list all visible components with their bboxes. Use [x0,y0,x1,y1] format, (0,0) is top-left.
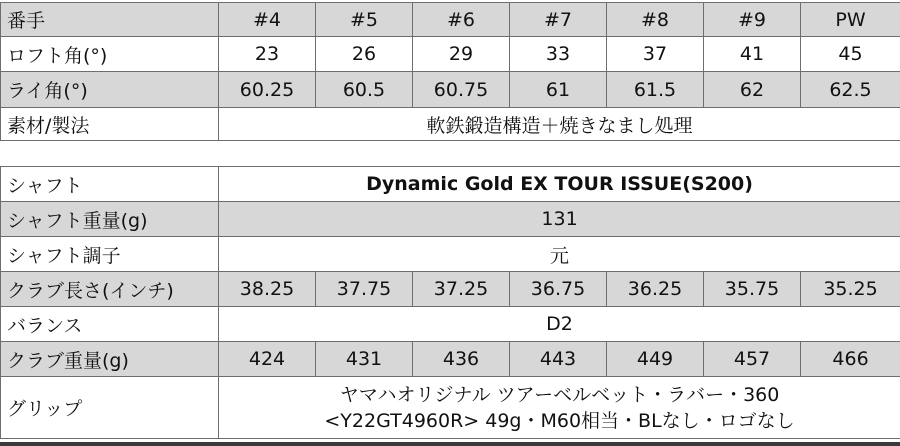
cell-club-length: 38.25 [219,272,316,307]
cell-loft: 41 [704,37,801,72]
cell-club-weight: 436 [413,342,510,377]
cell-lie: 61.5 [607,72,704,108]
row-shaft-weight [1,202,900,237]
cell-material: 軟鉄鍛造構造＋焼きなまし処理 [219,108,900,141]
cell-club-length: 37.25 [413,272,510,307]
label-material: 素材/製法 [1,108,219,141]
cell-loft: 45 [801,37,900,72]
cell-shaft-flex-point: 元 [219,237,900,272]
bottom-border [0,442,900,446]
cell-lie: 62.5 [801,72,900,108]
cell-balance: D2 [219,307,900,342]
cell-club-number: #8 [607,3,704,37]
label-club-length: クラブ長さ(インチ) [1,272,219,307]
cell-lie: 61 [510,72,607,108]
row-grip [1,377,900,439]
cell-club-length: 36.75 [510,272,607,307]
cell-club-number: #4 [219,3,316,37]
cell-club-length: 35.25 [801,272,900,307]
row-club-length [1,272,900,307]
row-shaft [1,167,900,202]
cell-club-number: PW [801,3,900,37]
label-balance: バランス [1,307,219,342]
cell-club-weight: 431 [316,342,413,377]
cell-shaft: Dynamic Gold EX TOUR ISSUE(S200) [219,167,900,202]
cell-club-weight: 457 [704,342,801,377]
cell-club-weight: 424 [219,342,316,377]
grip-line-1: ヤマハオリジナル ツアーベルベット・ラバー・360 [339,383,780,406]
row-material [1,108,900,141]
cell-club-number: #7 [510,3,607,37]
cell-loft: 37 [607,37,704,72]
label-shaft-weight: シャフト重量(g) [1,202,219,237]
cell-club-weight: 466 [801,342,900,377]
cell-club-number: #9 [704,3,801,37]
grip-line-2: <Y22GT4960R> 49g・M60相当・BLなし・ロゴなし [324,409,795,432]
cell-loft: 33 [510,37,607,72]
cell-club-number: #6 [413,3,510,37]
cell-club-length: 36.25 [607,272,704,307]
cell-club-weight: 443 [510,342,607,377]
cell-lie: 60.75 [413,72,510,108]
label-loft: ロフト角(°) [1,37,219,72]
cell-loft: 23 [219,37,316,72]
cell-lie: 60.5 [316,72,413,108]
label-club-weight: クラブ重量(g) [1,342,219,377]
cell-club-length: 37.75 [316,272,413,307]
row-balance [1,307,900,342]
label-shaft-flex-point: シャフト調子 [1,237,219,272]
cell-loft: 29 [413,37,510,72]
row-club-number [1,3,900,37]
cell-shaft-weight: 131 [219,202,900,237]
cell-loft: 26 [316,37,413,72]
cell-club-length: 35.75 [704,272,801,307]
row-club-weight [1,342,900,377]
label-shaft: シャフト [1,167,219,202]
cell-club-number: #5 [316,3,413,37]
row-loft [1,37,900,72]
spec-table-head [0,2,900,141]
cell-club-weight: 449 [607,342,704,377]
row-shaft-flex-point [1,237,900,272]
cell-grip [219,377,900,439]
row-lie [1,72,900,108]
label-lie: ライ角(°) [1,72,219,108]
label-grip: グリップ [1,377,219,439]
spec-table-shaft [0,166,900,439]
cell-lie: 62 [704,72,801,108]
cell-lie: 60.25 [219,72,316,108]
label-club-number: 番手 [1,3,219,37]
